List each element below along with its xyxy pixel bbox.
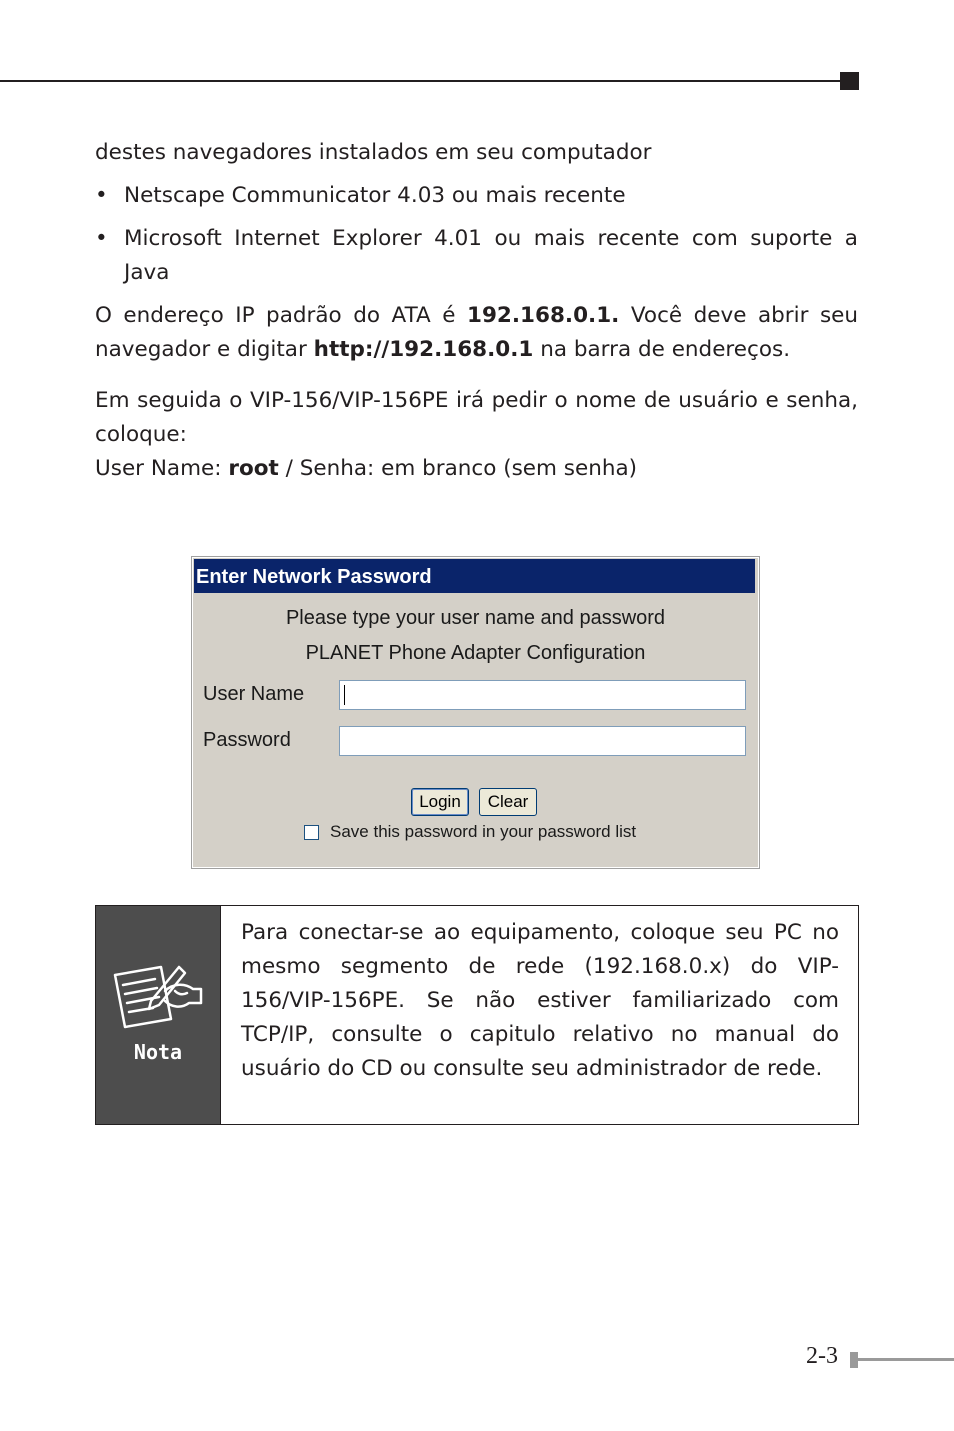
save-password-label[interactable]: Save this password in your password list bbox=[330, 822, 637, 841]
password-input[interactable] bbox=[339, 726, 746, 756]
note-box bbox=[95, 905, 859, 1125]
footer-marker bbox=[850, 1352, 858, 1368]
page-body bbox=[95, 136, 858, 486]
list-item: • Microsoft Internet Explorer 4.01 ou mais recente com suporte a Java bbox=[95, 222, 858, 290]
intro-text: destes navegadores instalados em seu computador bbox=[95, 140, 652, 165]
bullet-icon: • bbox=[95, 226, 108, 251]
note-text: Para conectar-se ao equipamento, coloque seu PC no mesmo segmento de rede (192.168.0.x) do VIP-156/VIP-156PE. Se não estiver familiarizado com TCP/IP, consulte o capitulo relativo no manual do usuário do CD ou consulte seu administrador de rede. bbox=[241, 920, 839, 1081]
login-instructions: Em seguida o VIP-156/VIP-156PE irá pedir o nome de usuário e senha, coloque: bbox=[95, 388, 858, 447]
page-number: 2-3 bbox=[806, 1343, 838, 1369]
dialog-realm: PLANET Phone Adapter Configuration bbox=[305, 642, 646, 664]
text-cursor bbox=[344, 685, 345, 705]
default-ip-paragraph: O endereço IP padrão do ATA é 192.168.0.1. Você deve abrir seu navegador e digitar http://192.168.0.1 na barra de endereços. bbox=[95, 303, 859, 362]
default-ip: 192.168.0.1. bbox=[467, 303, 620, 328]
browser-list bbox=[95, 179, 858, 290]
dialog-title: Enter Network Password bbox=[194, 559, 755, 593]
username-input[interactable] bbox=[339, 680, 746, 710]
footer-rule bbox=[858, 1358, 954, 1361]
save-password-checkbox[interactable] bbox=[304, 825, 319, 840]
password-label: Password bbox=[203, 729, 291, 751]
login-button[interactable]: Login bbox=[411, 788, 469, 816]
header-rule bbox=[0, 80, 842, 82]
clear-button[interactable]: Clear bbox=[479, 788, 537, 816]
header-square-marker bbox=[840, 72, 859, 90]
network-password-dialog bbox=[191, 556, 760, 869]
note-label: Nota bbox=[133, 1040, 183, 1064]
note-hand-writing-icon bbox=[109, 961, 207, 1033]
username-value: root bbox=[228, 456, 279, 481]
credentials-line: User Name: root / Senha: em branco (sem senha) bbox=[95, 456, 638, 481]
bullet-icon: • bbox=[95, 183, 108, 208]
default-url: http://192.168.0.1 bbox=[313, 337, 534, 362]
username-label: User Name bbox=[203, 683, 305, 705]
list-item: • Netscape Communicator 4.03 ou mais recente bbox=[95, 179, 858, 213]
dialog-prompt: Please type your user name and password bbox=[285, 607, 666, 629]
note-sidebar bbox=[96, 906, 221, 1124]
